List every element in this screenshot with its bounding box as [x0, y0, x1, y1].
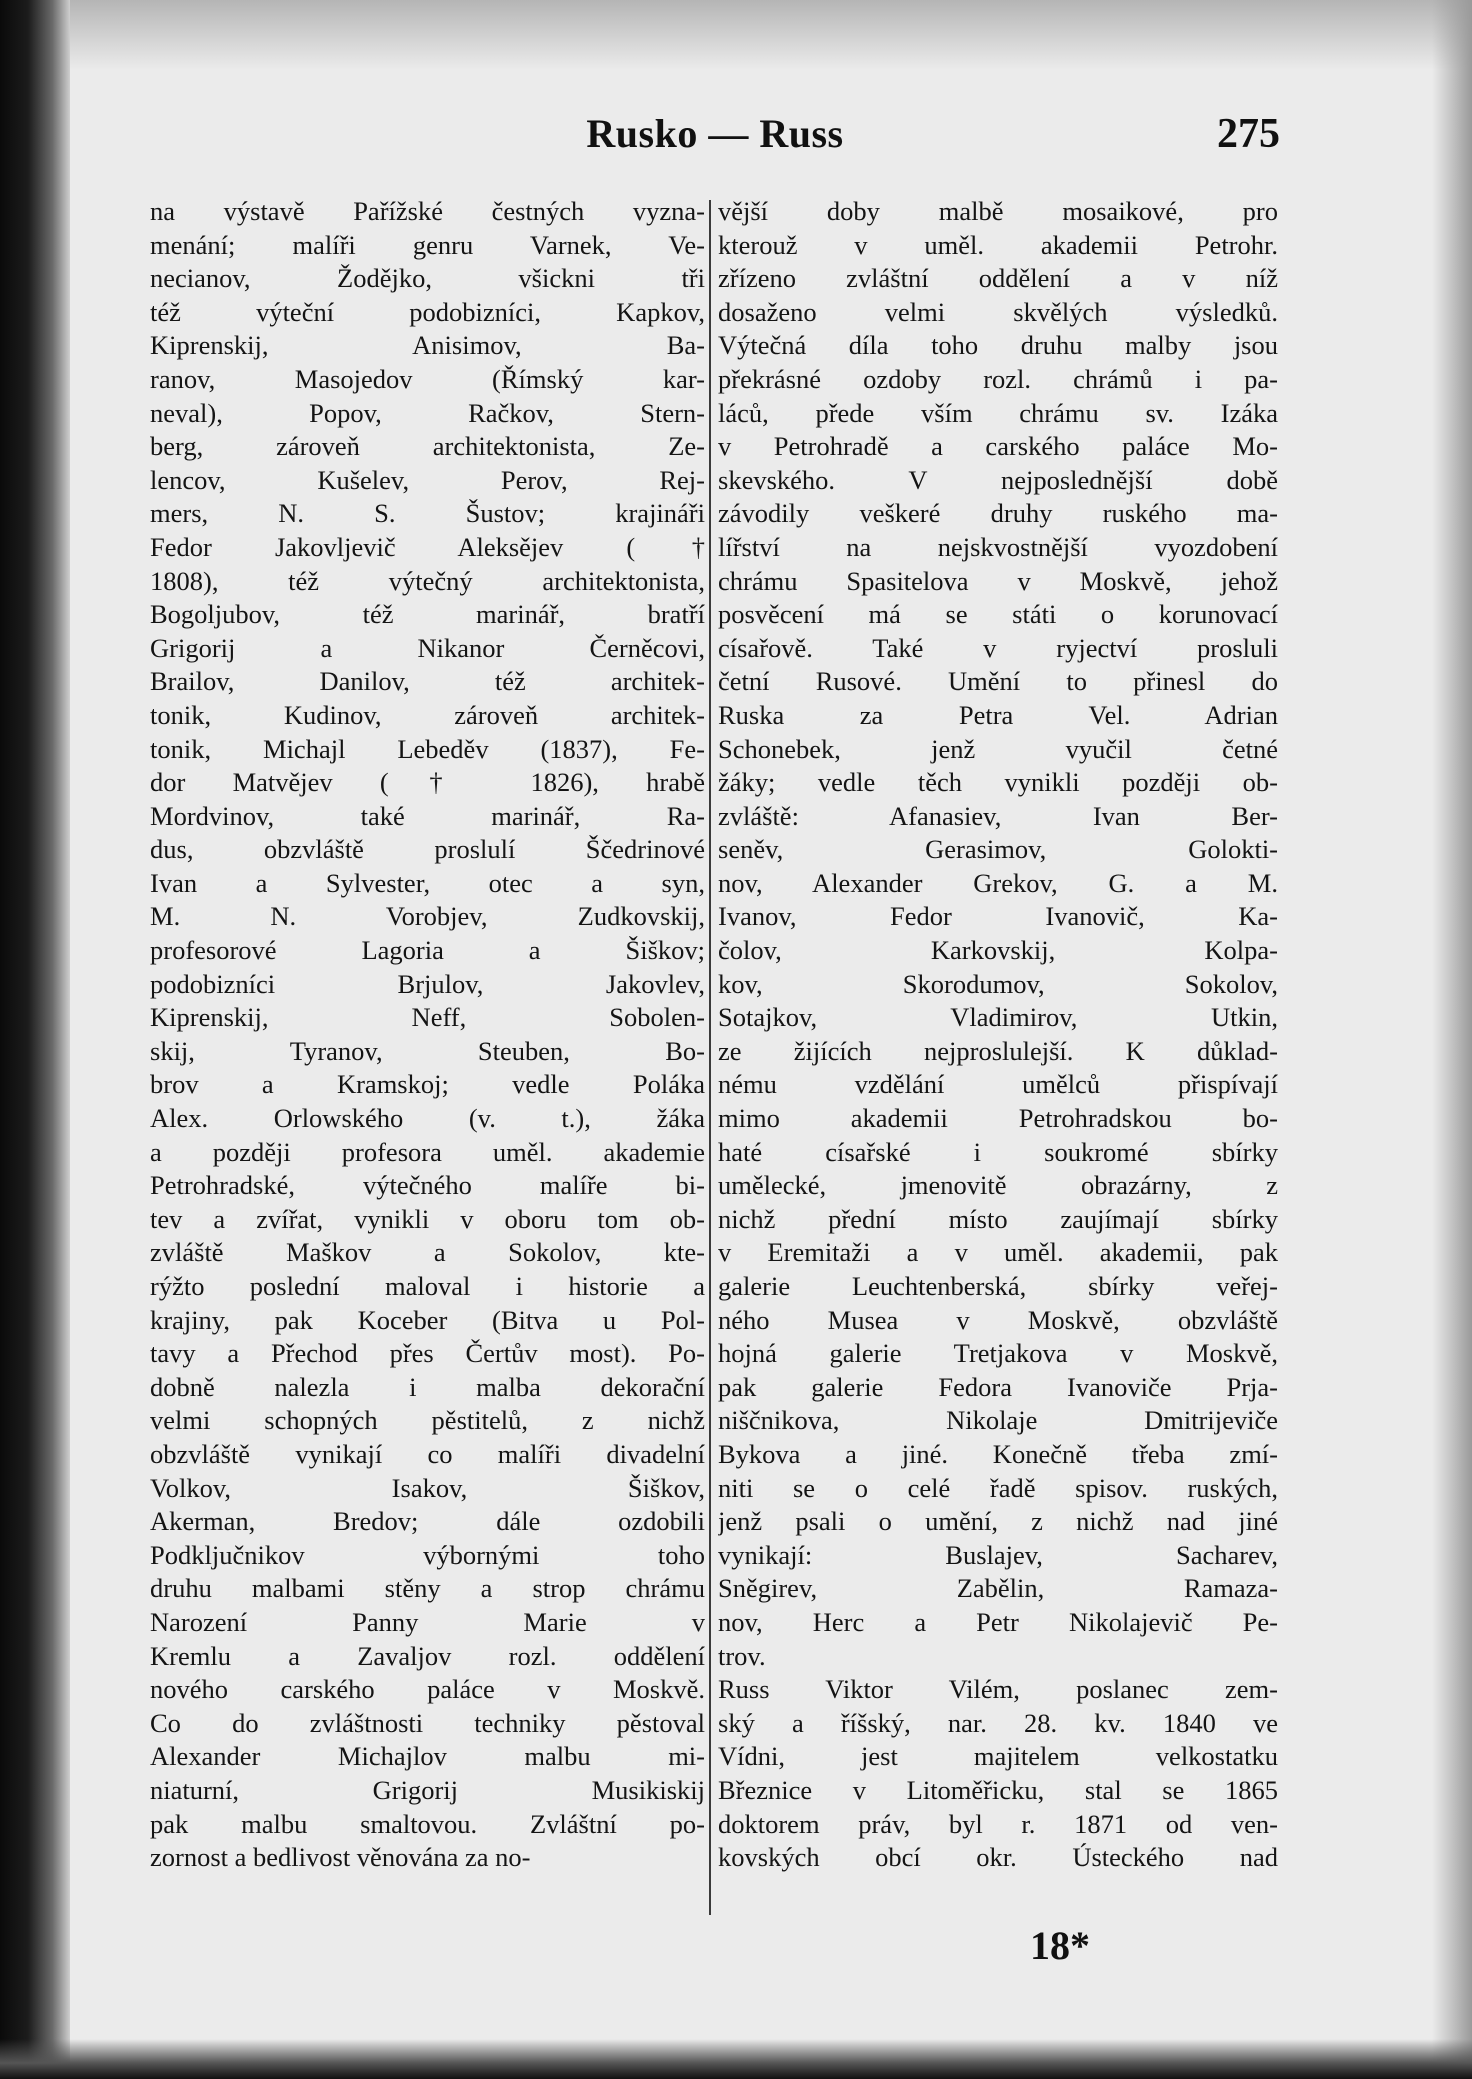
left-column-line: menání; malíři genru Varnek, Ve-: [150, 229, 705, 260]
left-column-line: nového carského paláce v Moskvě.: [150, 1674, 705, 1705]
right-column-line: Russ Viktor Vilém, poslanec zem-: [718, 1674, 1278, 1705]
left-column-line: tonik, Kudinov, zároveň architek-: [150, 699, 705, 730]
left-column-line: ranov, Masojedov (Římský kar-: [150, 363, 705, 394]
left-column-line: 1808), též výtečný architektonista,: [150, 565, 705, 596]
left-column: [150, 195, 705, 1875]
left-column-line: krajiny, pak Koceber (Bitva u Pol-: [150, 1304, 705, 1335]
left-column-line: obzvláště vynikají co malíři divadelní: [150, 1438, 705, 1469]
right-column-line: Bykova a jiné. Konečně třeba zmí-: [718, 1438, 1278, 1469]
right-column-line: nov, Herc a Petr Nikolajevič Pe-: [718, 1606, 1278, 1637]
right-column-line: vynikají: Buslajev, Sacharev,: [718, 1539, 1278, 1570]
left-column-line: Alexander Michajlov malbu mi-: [150, 1741, 705, 1772]
right-column-line: posvěcení má se státi o korunovací: [718, 599, 1278, 630]
left-column-line: zornost a bedlivost věnována za no-: [150, 1842, 531, 1873]
right-column-line: ský a říšský, nar. 28. kv. 1840 ve: [718, 1707, 1278, 1738]
scan-shadow-right: [1432, 0, 1472, 2079]
right-column-line: jenž psali o umění, z nichž nad jiné: [718, 1506, 1278, 1537]
left-column-line: tonik, Michajl Lebeděv (1837), Fe-: [150, 733, 705, 764]
left-column-line: Co do zvláštnosti techniky pěstoval: [150, 1707, 705, 1738]
right-column-line: umělecké, jmenovitě obrazárny, z: [718, 1170, 1278, 1201]
left-column-line: Akerman, Bredov; dále ozdobili: [150, 1506, 705, 1537]
left-column-line: berg, zároveň architektonista, Ze-: [150, 431, 705, 462]
right-column-line: Březnice v Litoměřicku, stal se 1865: [718, 1774, 1278, 1805]
left-column-line: neval), Popov, Račkov, Stern-: [150, 397, 705, 428]
left-column-line: Kiprenskij, Neff, Sobolen-: [150, 1002, 705, 1033]
right-column-line: chrámu Spasitelova v Moskvě, jehož: [718, 565, 1278, 596]
scan-shadow-bottom: [0, 2039, 1472, 2079]
left-column-line: na výstavě Pařížské čestných vyzna-: [150, 196, 705, 226]
right-column-line: nov, Alexander Grekov, G. a M.: [718, 867, 1278, 898]
right-column-line: kovských obcí okr. Ústeckého nad: [718, 1842, 1278, 1873]
left-column-line: Ivan a Sylvester, otec a syn,: [150, 867, 705, 898]
right-column-line: císařově. Také v ryjectví prosluli: [718, 632, 1278, 663]
left-column-line: Alex. Orlowského (v. t.), žáka: [150, 1103, 705, 1134]
left-column-line: velmi schopných pěstitelů, z nichž: [150, 1405, 705, 1436]
left-column-line: niaturní, Grigorij Musikiskij: [150, 1774, 705, 1805]
right-column-line: lířství na nejskvostnější vyozdobení: [718, 531, 1278, 562]
right-column-line: v Eremitaži a v uměl. akademii, pak: [718, 1237, 1278, 1268]
right-column-line: četní Rusové. Umění to přinesl do: [718, 666, 1278, 697]
left-column-line: zvláště Maškov a Sokolov, kte-: [150, 1237, 705, 1268]
left-column-line: Narození Panny Marie v: [150, 1606, 705, 1637]
left-column-line: Volkov, Isakov, Šiškov,: [150, 1472, 705, 1503]
right-column-line: Sotajkov, Vladimirov, Utkin,: [718, 1002, 1278, 1033]
right-column-line: závodily veškeré druhy ruského ma-: [718, 498, 1278, 529]
left-column-line: pak malbu smaltovou. Zvláštní po-: [150, 1808, 705, 1839]
left-column-line: dor Matvějev († 1826), hrabě: [150, 767, 705, 798]
left-column-line: mers, N. S. Šustov; krajináři: [150, 498, 705, 529]
left-column-line: Brailov, Danilov, též architek-: [150, 666, 705, 697]
right-column-line: Výtečná díla toho druhu malby jsou: [718, 330, 1278, 361]
right-column-line: skevského. V nejposlednější době: [718, 464, 1278, 495]
running-title: Rusko — Russ: [586, 111, 844, 156]
right-column-line: dosaženo velmi skvělých výsledků.: [718, 296, 1278, 327]
right-column-line: niti se o celé řadě spisov. ruských,: [718, 1472, 1278, 1503]
right-column-line: hojná galerie Tretjakova v Moskvě,: [718, 1338, 1278, 1369]
right-column-line: žáky; vedle těch vynikli později ob-: [718, 767, 1278, 798]
scan-shadow-top: [0, 0, 1472, 70]
right-column-line: trov.: [718, 1640, 766, 1671]
right-column-line: ného Musea v Moskvě, obzvláště: [718, 1304, 1278, 1335]
left-column-line: Kremlu a Zavaljov rozl. oddělení: [150, 1640, 705, 1671]
signature-mark: 18*: [1030, 1923, 1090, 1968]
left-column-line: Podključnikov výbornými toho: [150, 1539, 705, 1570]
right-column-line: vější doby malbě mosaikové, pro: [718, 196, 1278, 226]
right-column-line: Schonebek, jenž vyučil četné: [718, 733, 1278, 764]
left-column-line: Kiprenskij, Anisimov, Ba-: [150, 330, 705, 361]
left-column-line: tavy a Přechod přes Čertův most). Po-: [150, 1338, 705, 1369]
right-column-line: Vídni, jest majitelem velkostatku: [718, 1741, 1278, 1772]
right-column-line: galerie Leuchtenberská, sbírky veřej-: [718, 1271, 1278, 1301]
right-column-line: Ruska za Petra Vel. Adrian: [718, 699, 1278, 730]
right-column-line: zřízeno zvláštní oddělení a v níž: [718, 263, 1278, 294]
right-column-line: překrásné ozdoby rozl. chrámů i pa-: [718, 363, 1278, 394]
right-column-line: Sněgirev, Zabělin, Ramaza-: [718, 1573, 1278, 1604]
left-column-line: Grigorij a Nikanor Černěcovi,: [150, 632, 705, 663]
right-column-line: mimo akademii Petrohradskou bo-: [718, 1103, 1278, 1134]
right-column-line: čolov, Karkovskij, Kolpa-: [718, 935, 1278, 966]
right-column-line: láců, přede vším chrámu sv. Izáka: [718, 397, 1278, 428]
left-column-line: lencov, Kušelev, Perov, Rej-: [150, 464, 705, 495]
left-column-line: dus, obzvláště proslulí Ščedrinové: [150, 834, 705, 865]
right-column-line: ze žijících nejproslulejší. K důklad-: [718, 1035, 1278, 1066]
right-column-line: v Petrohradě a carského paláce Mo-: [718, 431, 1278, 462]
left-column-line: dobně nalezla i malba dekorační: [150, 1371, 705, 1402]
left-column-line: Petrohradské, výtečného malíře bi-: [150, 1170, 705, 1201]
left-column-line: brov a Kramskoj; vedle Poláka: [150, 1069, 705, 1100]
left-column-line: skij, Tyranov, Steuben, Bo-: [150, 1035, 705, 1066]
left-column-line: též výteční podobizníci, Kapkov,: [150, 296, 705, 327]
page-number: 275: [1217, 111, 1280, 157]
left-column-line: tev a zvířat, vynikli v oboru tom ob-: [150, 1203, 705, 1234]
right-column: [718, 195, 1278, 1875]
right-column-line: Ivanov, Fedor Ivanovič, Ka-: [718, 901, 1278, 932]
right-column-line: kterouž v uměl. akademii Petrohr.: [718, 229, 1278, 260]
column-divider: [709, 200, 711, 1915]
left-column-line: Mordvinov, také marinář, Ra-: [150, 800, 705, 831]
left-column-line: a později profesora uměl. akademie: [150, 1136, 705, 1167]
right-column-line: haté císařské i soukromé sbírky: [718, 1136, 1278, 1167]
left-column-line: podobizníci Brjulov, Jakovlev,: [150, 968, 705, 999]
left-column-line: Bogoljubov, též marinář, bratří: [150, 599, 705, 630]
left-column-line: profesorové Lagoria a Šiškov;: [150, 935, 705, 966]
right-column-line: nichž přední místo zaujímají sbírky: [718, 1203, 1278, 1234]
left-column-line: druhu malbami stěny a strop chrámu: [150, 1573, 705, 1604]
left-column-line: rýžto poslední maloval i historie a: [150, 1271, 705, 1301]
left-column-line: necianov, Žodějko, všickni tři: [150, 263, 705, 294]
scan-shadow-left: [0, 0, 70, 2079]
right-column-line: nému vzdělání umělců přispívají: [718, 1069, 1278, 1100]
right-column-line: zvláště: Afanasiev, Ivan Ber-: [718, 800, 1278, 831]
right-column-line: kov, Skorodumov, Sokolov,: [718, 968, 1278, 999]
right-column-line: doktorem práv, byl r. 1871 od ven-: [718, 1808, 1278, 1839]
right-column-line: seněv, Gerasimov, Golokti-: [718, 834, 1278, 865]
right-column-line: pak galerie Fedora Ivanoviče Prja-: [718, 1371, 1278, 1402]
left-column-line: Fedor Jakovljevič Aleksějev (†: [150, 531, 705, 562]
right-column-line: niščnikova, Nikolaje Dmitrijeviče: [718, 1405, 1278, 1436]
left-column-line: M. N. Vorobjev, Zudkovskij,: [150, 901, 705, 932]
page-header: [150, 110, 1280, 160]
